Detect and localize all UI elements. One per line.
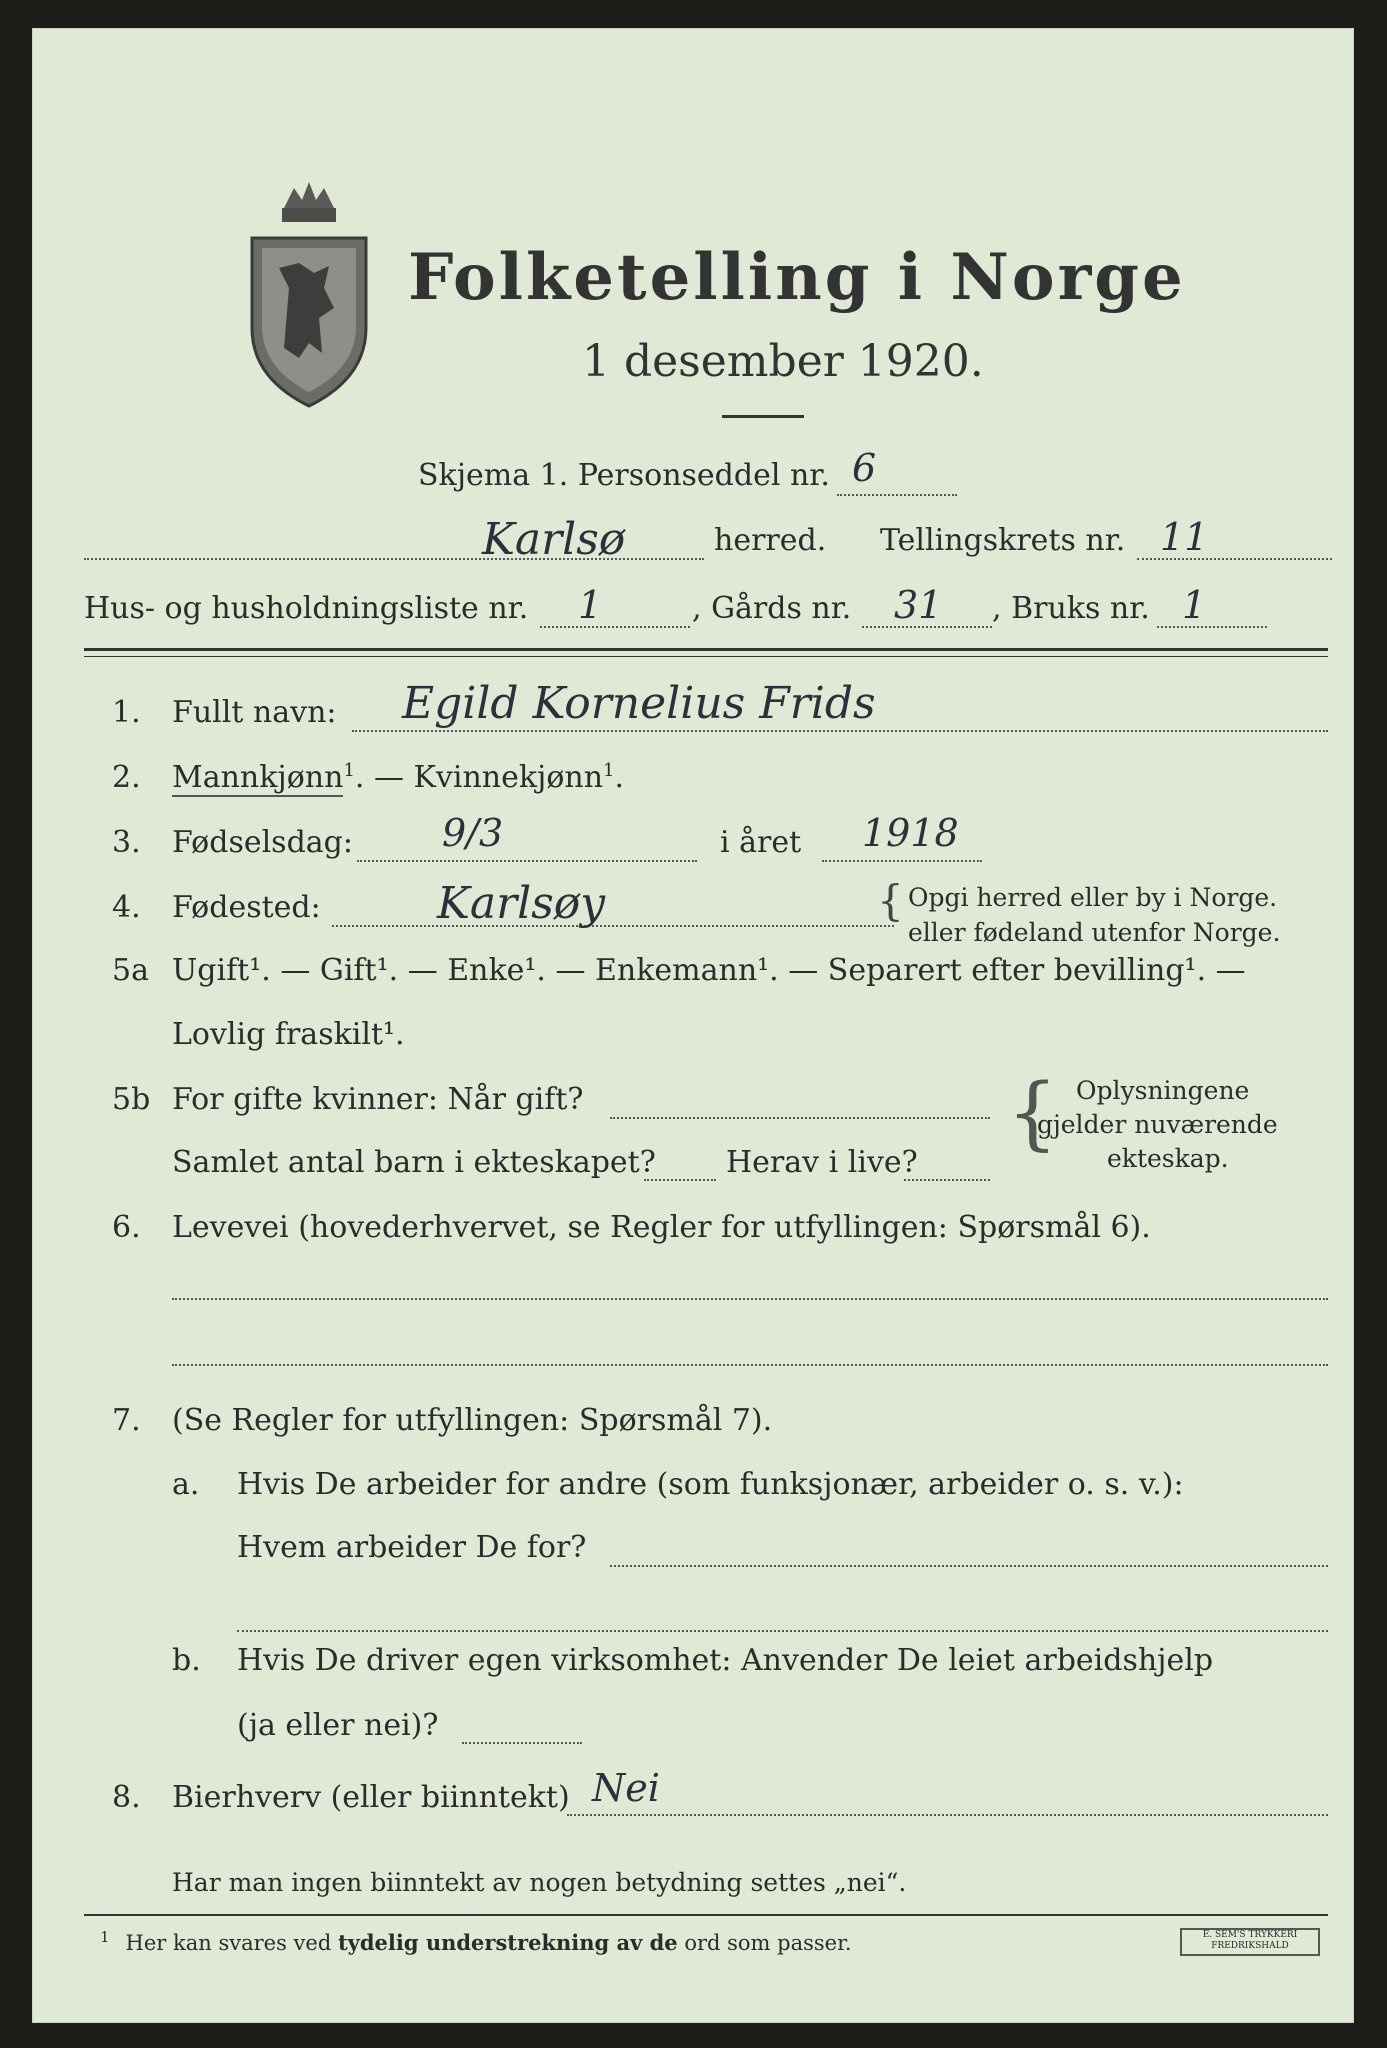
side-income-value: Nei [592,1766,660,1810]
header-rule-thin [84,656,1328,657]
skjema-line [837,494,957,496]
q1-number: 1. [112,695,141,730]
birthday-line [357,860,697,862]
q7a-line2: Hvem arbeider De for? [237,1530,587,1565]
herred-value: Karlsø [482,514,626,565]
gender-male: Mannkjønn [172,760,344,795]
children-total-line [644,1179,716,1181]
q4-note-1: Opgi herred eller by i Norge. [908,883,1278,912]
q5a-number: 5a [112,953,149,988]
q7b-line1: Hvis De driver egen virksomhet: Anvender De leiet arbeidshjelp [237,1643,1214,1678]
q2-number: 2. [112,760,141,795]
note-bottom: Har man ingen biinntekt av nogen betydning settes „nei“. [172,1868,907,1897]
q7b-letter: b. [172,1643,201,1678]
bruks-label: , Bruks nr. [992,591,1150,626]
q5b-brace: { [1007,1066,1058,1159]
married-when-line [610,1117,990,1119]
q8-number: 8. [112,1780,141,1815]
marital-status-options: Ugift¹. — Gift¹. — Enke¹. — Enkemann¹. — Separert efter bevilling¹. — [172,953,1246,988]
q5b-note-2: gjelder nuværende [1037,1110,1278,1139]
occupation-line-2 [172,1364,1328,1366]
q6-label: Levevei (hovederhvervet, se Regler for utfyllingen: Spørsmål 6). [172,1210,1151,1245]
q1-line [352,730,1328,732]
marital-status-divorced: Lovlig fraskilt¹. [172,1017,405,1052]
q7b-line2: (ja eller nei)? [237,1708,439,1743]
year-line [822,860,982,862]
employer-line-1 [610,1565,1328,1567]
q1-label: Fullt navn: [172,695,337,730]
header-rule-thick [84,648,1328,651]
bruks-value: 1 [1182,583,1207,627]
q5b-number: 5b [112,1082,151,1117]
census-form [32,28,1354,2023]
occupation-line-1 [172,1298,1328,1300]
q5b-married-when: For gifte kvinner: Når gift? [172,1082,584,1117]
children-alive-line [904,1179,990,1181]
tellingskrets-value: 11 [1160,515,1209,559]
page-title: Folketelling i Norge [408,240,1186,315]
q4-label: Fødested: [172,890,321,925]
q6-number: 6. [112,1210,141,1245]
hired-help-line [462,1742,582,1744]
hus-value: 1 [578,583,603,627]
side-income-line [567,1814,1328,1816]
q3-label: Fødselsdag: [172,825,353,860]
q7a-letter: a. [172,1467,200,1502]
q7-label: (Se Regler for utfyllingen: Spørsmål 7). [172,1403,773,1438]
q4-note-2: eller fødeland utenfor Norge. [908,918,1281,947]
gards-label: , Gårds nr. [692,591,852,626]
q5b-note-3: ekteskap. [1107,1144,1229,1173]
printer-stamp: E. SEM'S TRYKKERI FREDRIKSHALD [1180,1928,1320,1956]
tellingskrets-label: Tellingskrets nr. [880,523,1126,558]
q7a-line1: Hvis De arbeider for andre (som funksjonær, arbeider o. s. v.): [237,1467,1184,1502]
birthplace-value: Karlsøy [437,878,606,929]
hus-label: Hus- og husholdningsliste nr. [84,591,529,626]
title-divider [722,415,804,418]
full-name-value: Egild Kornelius Frids [402,678,876,729]
bruks-line [1157,626,1267,628]
gards-value: 31 [894,583,943,627]
q4-number: 4. [112,890,141,925]
skjema-value: 6 [852,446,877,490]
coat-of-arms-icon [244,178,374,408]
footnote-rule [84,1914,1328,1916]
employer-line-2 [237,1630,1328,1632]
q7-number: 7. [112,1403,141,1438]
q5b-children-total: Samlet antal barn i ekteskapet? [172,1145,656,1180]
q3-number: 3. [112,825,141,860]
footnote: $^1$ Her kan svares ved tydelig understrekning av de ord som passer. [100,1928,852,1955]
herred-label: herred. [714,523,827,558]
q5b-note-1: Oplysningene [1076,1076,1250,1105]
skjema-label: Skjema 1. Personseddel nr. [418,458,830,493]
birthplace-line [332,925,894,927]
year-value: 1918 [862,811,959,855]
census-date: 1 desember 1920. [582,336,984,387]
hus-line [540,626,690,628]
q5b-children-alive: Herav i live? [726,1145,918,1180]
gender-female: Kvinnekjønn [413,760,604,795]
q8-label: Bierhverv (eller biinntekt) [172,1780,570,1815]
q4-brace: { [877,876,904,925]
year-label: i året [720,825,802,860]
gender-options: Mannkjønn$^1$. — Kvinnekjønn$^1$. [172,760,625,795]
birthday-value: 9/3 [442,811,504,855]
